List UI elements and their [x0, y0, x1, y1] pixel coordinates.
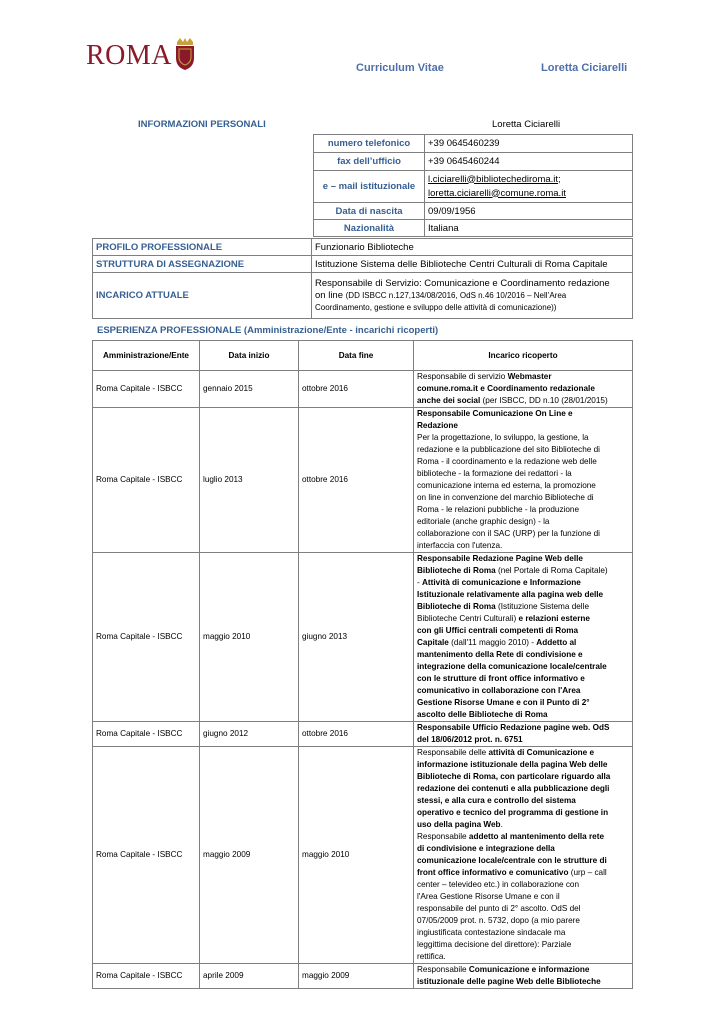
role-line: [417, 553, 629, 565]
bold-text: Biblioteche di Roma: [417, 602, 496, 611]
role-description-cell: [414, 964, 633, 989]
role-line: [417, 504, 629, 516]
role-line: [417, 480, 629, 492]
role-line: [417, 432, 629, 444]
role-line: [417, 855, 629, 867]
bold-text: addetto al mantenimento della rete: [468, 832, 605, 841]
experience-heading: ESPERIENZA PROFESSIONALE (Amministrazione/Ente - incarichi ricoperti): [97, 325, 439, 336]
table-row: [93, 408, 633, 553]
role-line: [417, 976, 629, 988]
bold-text: e relazioni esterne: [518, 614, 590, 623]
role-line: [417, 371, 629, 383]
text: (nel Portale di Roma Capitale): [495, 566, 608, 575]
table-row: [93, 371, 633, 408]
nationality-label: Nazionalità: [314, 220, 425, 237]
fax-label: fax dell’ufficio: [314, 153, 425, 171]
role-line: [417, 444, 629, 456]
bold-text: Responsabile Comunicazione On Line e: [417, 409, 573, 418]
bold-text: Responsabile Ufficio Redazione pagine web. OdS: [417, 723, 610, 732]
personal-info-table: [313, 134, 633, 237]
role-line: [417, 915, 629, 927]
roma-crest-icon: [174, 38, 196, 70]
bold-text: stessi, e alla cura e controllo del sistema: [417, 796, 576, 805]
bold-text: Addetto al: [536, 638, 577, 647]
text: -: [417, 578, 423, 587]
text: leggittima decisione del direttore): Parziale: [417, 940, 572, 949]
professional-table: [92, 238, 633, 319]
role-line: [417, 637, 629, 649]
role-line: [417, 843, 629, 855]
text: comunicazione interna ed esterna, la promozione: [417, 481, 596, 490]
bold-text: Capitale: [417, 638, 449, 647]
bold-text: operativo e tecnico del programma di gestione in: [417, 808, 609, 817]
bold-text: comunicazione locale/centrale con le strutture di: [417, 856, 607, 865]
bold-text: Webmaster: [507, 372, 552, 381]
bold-text: informazione istituzionale della pagina Web delle: [417, 760, 608, 769]
text: (per ISBCC, DD n.10 (28/01/2015): [480, 396, 608, 405]
role-description-cell: [414, 747, 633, 964]
role-description-cell: [414, 408, 633, 553]
role-line: [417, 468, 629, 480]
text: interfaccia con l'utenza.: [417, 541, 503, 550]
text: on line in convenzione del marchio Biblioteche di: [417, 493, 594, 502]
bold-text: redazione dei contenuti e alla pubblicazione degli: [417, 784, 610, 793]
role-line: [417, 867, 629, 879]
ente-cell: Roma Capitale - ISBCC: [93, 371, 200, 408]
fax-value: +39 0645460244: [425, 153, 633, 171]
current-task-line3: Coordinamento, gestione e sviluppo delle attività di comunicazione)): [315, 302, 557, 312]
nationality-value: Italiana: [425, 220, 633, 237]
current-task-ref: (DD ISBCC n.127,134/08/2016, OdS n.46 10/2016 – Nell’Area: [345, 290, 567, 300]
start-date-cell: aprile 2009: [200, 964, 299, 989]
col-header-inizio: Data inizio: [200, 341, 299, 371]
personal-info-heading: INFORMAZIONI PERSONALI: [138, 119, 266, 130]
bold-text: con le strutture di front office informativo e: [417, 674, 585, 683]
bold-text: di condivisione e integrazione della: [417, 844, 555, 853]
text: Responsabile: [417, 965, 469, 974]
text: center – televideo etc.) in collaborazione con: [417, 880, 580, 889]
col-header-fine: Data fine: [299, 341, 414, 371]
role-line: [417, 903, 629, 915]
role-line: [417, 697, 629, 709]
profile-value: Funzionario Biblioteche: [312, 239, 633, 256]
ente-cell: Roma Capitale - ISBCC: [93, 553, 200, 722]
start-date-cell: maggio 2010: [200, 553, 299, 722]
role-line: [417, 734, 629, 746]
bold-text: Responsabile Redazione Pagine Web delle: [417, 554, 583, 563]
ente-cell: Roma Capitale - ISBCC: [93, 964, 200, 989]
role-description-cell: [414, 722, 633, 747]
role-line: [417, 395, 629, 407]
text: Responsabile di servizio: [417, 372, 508, 381]
phone-value: +39 0645460239: [425, 135, 633, 153]
ente-cell: Roma Capitale - ISBCC: [93, 747, 200, 964]
start-date-cell: luglio 2013: [200, 408, 299, 553]
text: redazione e la pubblicazione del sito Biblioteche di: [417, 445, 600, 454]
role-line: [417, 951, 629, 963]
bold-text: Biblioteche di Roma, con particolare riguardo alla: [417, 772, 611, 781]
bold-text: ascolto delle Biblioteche di Roma: [417, 710, 548, 719]
text: Responsabile: [417, 832, 469, 841]
text: (Istituzione Sistema delle: [495, 602, 589, 611]
structure-value: Istituzione Sistema delle Biblioteche Centri Culturali di Roma Capitale: [312, 256, 633, 273]
role-line: [417, 819, 629, 831]
role-description-cell: [414, 553, 633, 722]
birth-label: Data di nascita: [314, 203, 425, 220]
role-line: [417, 783, 629, 795]
end-date-cell: maggio 2009: [299, 964, 414, 989]
start-date-cell: giugno 2012: [200, 722, 299, 747]
bold-text: Redazione: [417, 421, 458, 430]
bold-text: del 18/06/2012 prot. n. 6751: [417, 735, 523, 744]
role-line: [417, 577, 629, 589]
profile-label: PROFILO PROFESSIONALE: [93, 239, 312, 256]
role-line: [417, 891, 629, 903]
bold-text: istituzionale delle pagine Web delle Biblioteche: [417, 977, 601, 986]
email-link-2[interactable]: loretta.ciciarelli@comune.roma.it: [428, 187, 566, 199]
bold-text: front office informativo e comunicativo: [417, 868, 569, 877]
end-date-cell: ottobre 2016: [299, 722, 414, 747]
role-line: [417, 673, 629, 685]
current-task-label: INCARICO ATTUALE: [93, 273, 312, 319]
email-label: e – mail istituzionale: [314, 171, 425, 203]
email-link-1[interactable]: l.ciciarelli@bibliotechediroma.it: [428, 173, 559, 185]
role-line: [417, 927, 629, 939]
text: Roma - le relazioni pubbliche - la produzione: [417, 505, 580, 514]
bold-text: Biblioteche di Roma: [417, 566, 496, 575]
col-header-ente: Amministrazione/Ente: [93, 341, 200, 371]
email-separator: ;: [558, 173, 561, 185]
bold-text: uso della pagina Web: [417, 820, 501, 829]
end-date-cell: ottobre 2016: [299, 371, 414, 408]
start-date-cell: gennaio 2015: [200, 371, 299, 408]
phone-label: numero telefonico: [314, 135, 425, 153]
end-date-cell: ottobre 2016: [299, 408, 414, 553]
end-date-cell: maggio 2010: [299, 747, 414, 964]
bold-text: comunicativo in collaborazione con l'Area: [417, 686, 581, 695]
role-line: [417, 528, 629, 540]
bold-text: attività di Comunicazione e: [488, 748, 595, 757]
author-name-header: Loretta Ciciarelli: [541, 62, 628, 74]
text: Responsabile delle: [417, 748, 489, 757]
role-line: [417, 964, 629, 976]
text: collaborazione con il SAC (URP) per la funzione di: [417, 529, 600, 538]
text: (urp – call: [568, 868, 607, 877]
role-line: [417, 565, 629, 577]
bold-text: Comunicazione e informazione: [468, 965, 590, 974]
role-line: [417, 747, 629, 759]
role-line: [417, 613, 629, 625]
text: editoriale (anche graphic design) - la: [417, 517, 550, 526]
doc-title: Curriculum Vitae: [356, 62, 444, 74]
table-row: [93, 964, 633, 989]
ente-cell: Roma Capitale - ISBCC: [93, 722, 200, 747]
role-line: [417, 771, 629, 783]
person-name: Loretta Ciciarelli: [492, 119, 561, 130]
role-line: [417, 661, 629, 673]
role-line: [417, 649, 629, 661]
text: .: [500, 820, 503, 829]
birth-value: 09/09/1956: [425, 203, 633, 220]
bold-text: mantenimento della Rete di condivisione e: [417, 650, 583, 659]
col-header-incarico: Incarico ricoperto: [414, 341, 633, 371]
role-line: [417, 759, 629, 771]
table-row: [93, 747, 633, 964]
role-line: [417, 540, 629, 552]
text: ingiustificata contestazione sindacale ma: [417, 928, 566, 937]
current-task-line1: Responsabile di Servizio: Comunicazione e Coordinamento redazione: [315, 277, 610, 289]
role-line: [417, 722, 629, 734]
role-line: [417, 589, 629, 601]
role-line: [417, 709, 629, 721]
role-line: [417, 456, 629, 468]
ente-cell: Roma Capitale - ISBCC: [93, 408, 200, 553]
bold-text: Gestione Risorse Umane e con il Punto di 2°: [417, 698, 590, 707]
role-line: [417, 795, 629, 807]
role-line: [417, 420, 629, 432]
role-line: [417, 516, 629, 528]
role-line: [417, 383, 629, 395]
role-line: [417, 685, 629, 697]
text: Biblioteche Centri Culturali): [417, 614, 519, 623]
table-row: [93, 553, 633, 722]
role-line: [417, 807, 629, 819]
text: rettifica.: [417, 952, 446, 961]
text: (dall'11 maggio 2010) -: [448, 638, 537, 647]
bold-text: anche dei social: [417, 396, 481, 405]
text: l'Area Gestione Risorse Umane e con il: [417, 892, 560, 901]
bold-text: Attività di comunicazione e Informazione: [422, 578, 581, 587]
role-line: [417, 879, 629, 891]
start-date-cell: maggio 2009: [200, 747, 299, 964]
current-task-line2: on line: [315, 289, 343, 301]
role-line: [417, 601, 629, 613]
role-line: [417, 939, 629, 951]
text: Per la progettazione, lo sviluppo, la gestione, la: [417, 433, 589, 442]
experience-table: [92, 340, 633, 989]
bold-text: Istituzionale relativamente alla pagina web delle: [417, 590, 604, 599]
role-line: [417, 408, 629, 420]
table-row: [93, 722, 633, 747]
end-date-cell: giugno 2013: [299, 553, 414, 722]
bold-text: comune.roma.it e Coordinamento redazionale: [417, 384, 595, 393]
structure-label: STRUTTURA DI ASSEGNAZIONE: [93, 256, 312, 273]
text: biblioteche - la formazione dei redattori - la: [417, 469, 572, 478]
bold-text: con gli Uffici centrali competenti di Roma: [417, 626, 579, 635]
role-line: [417, 831, 629, 843]
text: 07/05/2009 prot. n. 5732, dopo (a mio parere: [417, 916, 580, 925]
role-description-cell: [414, 371, 633, 408]
role-line: [417, 492, 629, 504]
text: Roma - il coordinamento e la redazione web delle: [417, 457, 597, 466]
role-line: [417, 625, 629, 637]
bold-text: integrazione della comunicazione locale/centrale: [417, 662, 607, 671]
roma-logo-text: ROMA: [86, 40, 173, 71]
text: responsabile del punto di 2° ascolto. OdS del: [417, 904, 581, 913]
